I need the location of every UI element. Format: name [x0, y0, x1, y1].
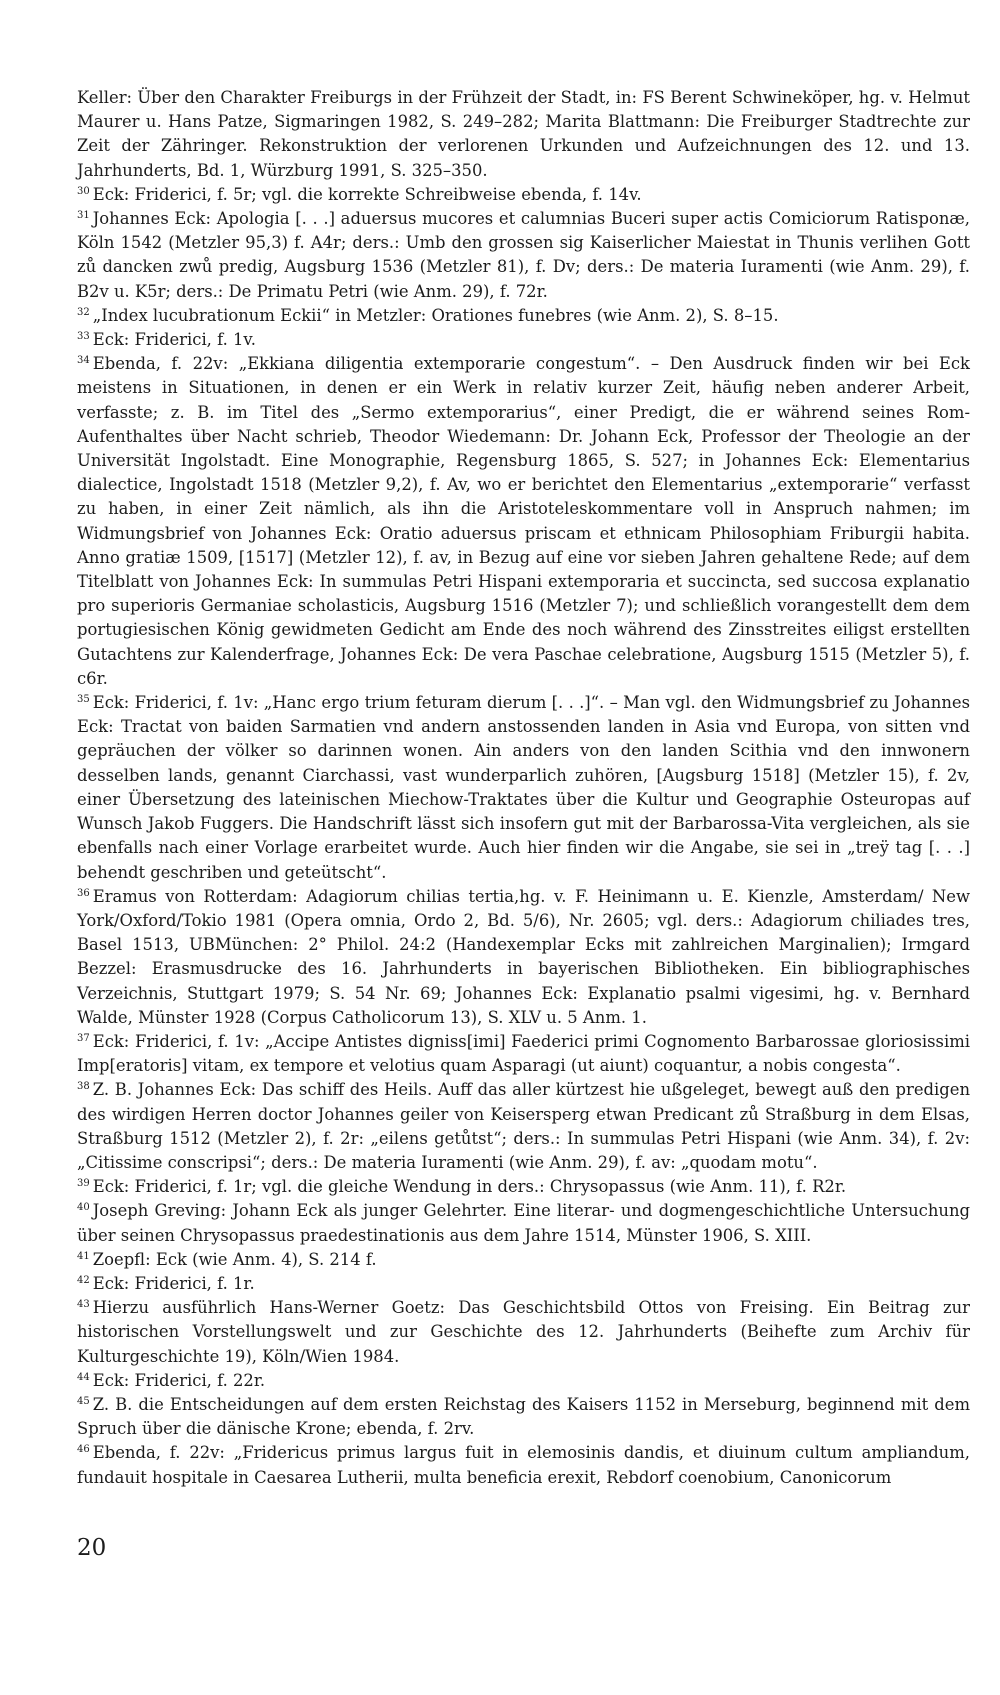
- page-number: 20: [77, 1535, 107, 1561]
- footnote-38: [77, 1078, 970, 1175]
- footnote-text: Eck: Friderici, f. 1r; vgl. die gleiche Wendung in ders.: Chrysopassus (wie Anm. 11), f. R2r.: [92, 1177, 847, 1197]
- footnote-43: [77, 1296, 970, 1369]
- footnote-text: Ebenda, f. 22v: „Ekkiana diligentia extemporarie congestum“. – Den Ausdruck finden wir bei Eck meistens in Situationen, in denen er ein Werk in relativ kurzer Zeit, häufig neben anderer Arbeit, verfasste; z. B. im Titel des „Sermo extemporarius“, einer Predigt, die er während seines Rom-Aufenthaltes über Nacht schrieb, Theodor Wiedemann: Dr. Johann Eck, Professor der Theologie an der Universität Ingolstadt. Eine Monographie, Regensburg 1865, S. 527; in Johannes Eck: Elementarius dialectice, Ingolstadt 1518 (Metzler 9,2), f. Av, wo er berichtet den Elementarius „extemporarie“ verfasst zu haben, in einer Zeit nämlich, als ihn die Aristoteleskommentare voll in Anspruch nahmen; im Widmungsbrief von Johannes Eck: Oratio aduersus priscam et ethnicam Philosophiam Friburgii habita. Anno gratiæ 1509, [1517] (Metzler 12), f. av, in Bezug auf eine vor sieben Jahren gehaltene Rede; auf dem Titelblatt von Johannes Eck: In summulas Petri Hispani extemporaria et succincta, sed succosa explanatio pro superioris Germaniae scholasticis, Augsburg 1516 (Metzler 7); und schließlich vorangestellt dem dem portugiesischen König gewidmeten Gedicht am Ende des noch während des Zinsstreites eiligst erstellten Gutachtens zur Kalenderfrage, Johannes Eck: De vera Paschae celebratione, Augsburg 1515 (Metzler 5), f. c6r.: [77, 354, 970, 688]
- footnote-number: 42: [77, 1274, 90, 1286]
- footnote-number: 31: [77, 210, 90, 222]
- footnote-text: Johannes Eck: Apologia [. . .] aduersus mucores et calumnias Buceri super actis Comiciorum Ratisponæ, Köln 1542 (Metzler 95,3) f. A4r; ders.: Umb den grossen sig Kaiserlicher Maiestat in Thunis verlihen Gott zů dancken zwů predig, Augsburg 1536 (Metzler 81), f. Dv; ders.: De materia Iuramenti (wie Anm. 29), f. B2v u. K5r; ders.: De Primatu Petri (wie Anm. 29), f. 72r.: [77, 209, 970, 301]
- footnote-text: „Index lucubrationum Eckii“ in Metzler: Orationes funebres (wie Anm. 2), S. 8–15.: [92, 305, 779, 325]
- footnote-42: [77, 1272, 970, 1296]
- footnote-text: Joseph Greving: Johann Eck als junger Gelehrter. Eine literar- und dogmengeschichtliche Untersuchung über seinen Chrysopassus praedestinationis aus dem Jahre 1514, Münster 1906, S. XIII.: [77, 1201, 970, 1245]
- footnote-text: Hierzu ausführlich Hans-Werner Goetz: Das Geschichtsbild Ottos von Freising. Ein Beitrag zur historischen Vorstellungswelt und zur Geschichte des 12. Jahrhunderts (Beihefte zum Archiv für Kulturgeschichte 19), Köln/Wien 1984.: [77, 1298, 970, 1366]
- footnote-46: [77, 1441, 970, 1489]
- footnote-text: Eck: Friderici, f. 22r.: [92, 1370, 266, 1390]
- footnote-number: 36: [77, 887, 90, 899]
- footnote-number: 39: [77, 1178, 90, 1190]
- footnote-number: 46: [77, 1444, 90, 1456]
- footnote-text: Z. B. die Entscheidungen auf dem ersten Reichstag des Kaisers 1152 in Merseburg, beginnend mit dem Spruch über die dänische Krone; ebenda, f. 2rv.: [77, 1394, 970, 1439]
- footnote-text: Eramus von Rotterdam: Adagiorum chilias tertia,hg. v. F. Heinimann u. E. Kienzle, Amsterdam/ New York/Oxford/Tokio 1981 (Opera omnia, Ordo 2, Bd. 5/6), Nr. 2605; vgl. ders.: Adagiorum chiliades tres, Basel 1513, UBMünchen: 2° Philol. 24:2 (Handexemplar Ecks mit zahlreichen Marginalien); Irmgard Bezzel: Erasmusdrucke des 16. Jahrhunderts in bayerischen Bibliotheken. Ein bibliographisches Verzeichnis, Stuttgart 1979; S. 54 Nr. 69; Johannes Eck: Explanatio psalmi vigesimi, hg. v. Bernhard Walde, Münster 1928 (Corpus Catholicorum 13), S. XLV u. 5 Anm. 1.: [77, 886, 970, 1027]
- footnote-number: 33: [77, 331, 90, 343]
- footnote-37: [77, 1030, 970, 1078]
- footnote-45: [77, 1393, 970, 1441]
- footnote-text: Eck: Friderici, f. 5r; vgl. die korrekte Schreibweise ebenda, f. 14v.: [92, 184, 642, 204]
- footnote-number: 30: [77, 185, 90, 197]
- footnote-number: 45: [77, 1395, 90, 1407]
- footnote-34: [77, 352, 970, 691]
- footnote-text: Eck: Friderici, f. 1v: „Hanc ergo trium feturam dierum [. . .]“. – Man vgl. den Widmungsbrief zu Johannes Eck: Tractat von baiden Sarmatien vnd andern anstossenden landen in Asia vnd Europa, von sitten vnd gepräuchen der völker so darinnen wonen. Ain anders von den landen Scithia vnd den innwonern desselben lands, genannt Ciarchassi, vast wunderparlich zuhören, [Augsburg 1518] (Metzler 15), f. 2v, einer Übersetzung des lateinischen Miechow-Traktates über die Kultur und Geographie Osteuropas auf Wunsch Jakob Fuggers. Die Handschrift lässt sich insofern gut mit der Barbarossa-Vita vergleichen, als sie ebenfalls nach einer Vorlage erarbeitet wurde. Auch hier finden wir die Angabe, sie sei in „treÿ tag [. . .] behendt geschriben und geteütscht“.: [77, 693, 970, 882]
- footnote-text: Ebenda, f. 22v: „Fridericus primus largus fuit in elemosinis dandis, et diuinum cultum ampliandum, fundauit hospitale in Caesarea Lutherii, multa beneficia erexit, Rebdorf coenobium, Canonicorum: [77, 1443, 970, 1487]
- footnote-number: 38: [77, 1081, 90, 1093]
- footnote-number: 41: [77, 1250, 90, 1262]
- footnote-32: [77, 304, 970, 328]
- footnote-number: 34: [77, 355, 90, 367]
- footnote-text: Z. B. Johannes Eck: Das schiff des Heils. Auff das aller kürtzest hie ußgeleget, bewegt auß den predigen des wirdigen Herren doctor Johannes geiler von Keisersperg etwan Predicant zů Straßburg in dem Elsas, Straßburg 1512 (Metzler 2), f. 2r: „eilens getůtst“; ders.: In summulas Petri Hispani (wie Anm. 34), f. 2v: „Citissime conscripsi“; ders.: De materia Iuramenti (wie Anm. 29), f. av: „quodam motu“.: [77, 1080, 970, 1172]
- footnote-continued: [77, 86, 970, 183]
- footnote-number: 40: [77, 1202, 90, 1214]
- footnote-number: 32: [77, 306, 90, 318]
- footnote-30: [77, 183, 970, 207]
- footnote-35: [77, 691, 970, 885]
- footnote-36: [77, 885, 970, 1030]
- footnote-41: [77, 1248, 970, 1272]
- footnote-33: [77, 328, 970, 352]
- footnote-text: Eck: Friderici, f. 1r.: [92, 1273, 255, 1293]
- footnote-number: 44: [77, 1371, 90, 1383]
- footnote-text: Eck: Friderici, f. 1v.: [92, 330, 256, 350]
- footnote-text: Eck: Friderici, f. 1v: „Accipe Antistes digniss[imi] Faederici primi Cognomento Barbarossae gloriosissimi Imp[eratoris] vitam, ex tempore et velotius quam Asparagi (ut aiunt) coquantur, a nobis congesta“.: [77, 1031, 970, 1076]
- footnote-text: Keller: Über den Charakter Freiburgs in der Frühzeit der Stadt, in: FS Berent Schwineköper, hg. v. Helmut Maurer u. Hans Patze, Sigmaringen 1982, S. 249–282; Marita Blattmann: Die Freiburger Stadtrechte zur Zeit der Zähringer. Rekonstruktion der verlorenen Urkunden und Aufzeichnungen des 12. und 13. Jahrhunderts, Bd. 1, Würzburg 1991, S. 325–350.: [77, 88, 970, 180]
- footnote-number: 35: [77, 694, 90, 706]
- footnotes-page: [77, 86, 970, 1490]
- footnote-number: 37: [77, 1032, 90, 1044]
- footnote-44: [77, 1369, 970, 1393]
- footnote-39: [77, 1175, 970, 1199]
- footnote-text: Zoepfl: Eck (wie Anm. 4), S. 214 f.: [92, 1249, 377, 1269]
- footnote-31: [77, 207, 970, 304]
- footnote-40: [77, 1199, 970, 1247]
- footnotes-list: [77, 86, 970, 1490]
- footnote-number: 43: [77, 1299, 90, 1311]
